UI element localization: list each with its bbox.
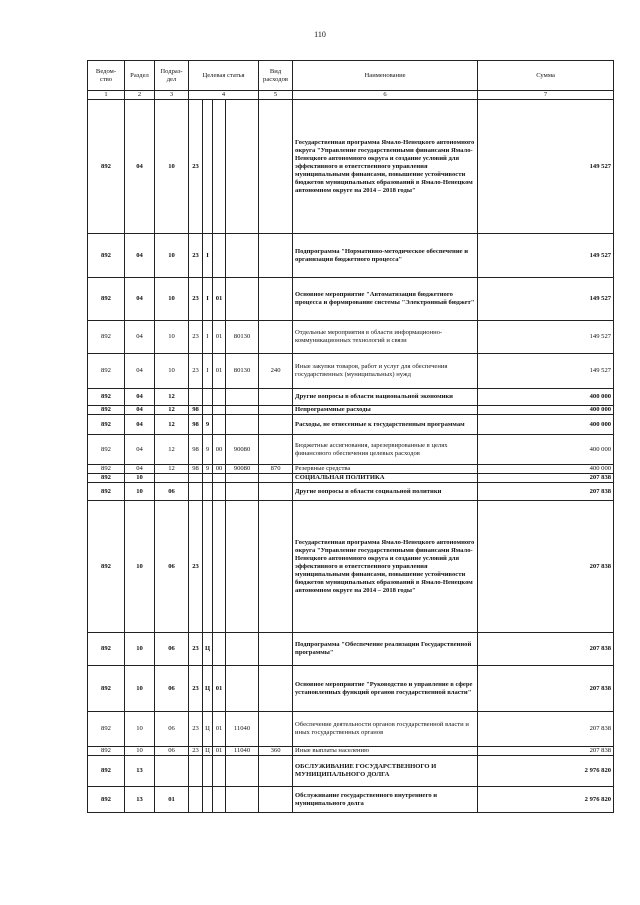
target-code-part2	[203, 501, 213, 633]
ved-cell: 892	[88, 474, 125, 483]
table-row	[88, 406, 614, 415]
ved-cell: 892	[88, 406, 125, 415]
target-code-part1: 23	[189, 100, 203, 234]
expense-type-cell	[259, 278, 293, 321]
col-number: 7	[478, 91, 614, 100]
name-cell: Расходы, не отнесенные к государственным программам	[293, 415, 478, 435]
podrazdel-cell: 12	[155, 415, 189, 435]
expense-type-cell	[259, 756, 293, 787]
target-code-part4	[226, 100, 259, 234]
target-code-part4	[226, 666, 259, 712]
target-code-part1	[189, 483, 203, 501]
target-code-part2: I	[203, 234, 213, 278]
razdel-cell: 10	[125, 501, 155, 633]
table-row	[88, 321, 614, 354]
target-code-part2: Ц	[203, 712, 213, 747]
table-row	[88, 666, 614, 712]
razdel-cell: 10	[125, 633, 155, 666]
ved-cell: 892	[88, 321, 125, 354]
target-code-part2: Ц	[203, 747, 213, 756]
expense-type-cell	[259, 501, 293, 633]
razdel-cell: 04	[125, 415, 155, 435]
name-cell: Иные закупки товаров, работ и услуг для обеспечения государственных (муниципальных) нужд	[293, 354, 478, 389]
target-code-part1	[189, 474, 203, 483]
table-row	[88, 415, 614, 435]
target-code-part4	[226, 483, 259, 501]
name-cell: Бюджетные ассигнования, зарезервированные в целях финансового обеспечения целевых расходов	[293, 435, 478, 465]
header-vid: Вид расходов	[259, 61, 293, 91]
table-row	[88, 747, 614, 756]
ved-cell: 892	[88, 787, 125, 813]
ved-cell: 892	[88, 501, 125, 633]
expense-type-cell	[259, 435, 293, 465]
target-code-part3: 00	[213, 435, 226, 465]
target-code-part1: 23	[189, 354, 203, 389]
ved-cell: 892	[88, 389, 125, 406]
target-code-part3	[213, 483, 226, 501]
table-row	[88, 501, 614, 633]
ved-cell: 892	[88, 756, 125, 787]
table-row	[88, 756, 614, 787]
podrazdel-cell: 10	[155, 354, 189, 389]
target-code-part4	[226, 756, 259, 787]
expense-type-cell	[259, 321, 293, 354]
name-cell: Непрограммные расходы	[293, 406, 478, 415]
ved-cell: 892	[88, 415, 125, 435]
table-row	[88, 354, 614, 389]
razdel-cell: 10	[125, 474, 155, 483]
sum-cell: 207 838	[478, 666, 614, 712]
target-code-part4	[226, 389, 259, 406]
sum-cell: 149 527	[478, 278, 614, 321]
table-row	[88, 389, 614, 406]
target-code-part4: 80130	[226, 321, 259, 354]
target-code-part1: 98	[189, 435, 203, 465]
table-row	[88, 474, 614, 483]
target-code-part3: 01	[213, 278, 226, 321]
col-number: 1	[88, 91, 125, 100]
sum-cell: 207 838	[478, 712, 614, 747]
target-code-part3	[213, 406, 226, 415]
ved-cell: 892	[88, 747, 125, 756]
target-code-part2: Ц	[203, 666, 213, 712]
target-code-part1: 98	[189, 406, 203, 415]
target-code-part1: 23	[189, 321, 203, 354]
target-code-part2: 9	[203, 465, 213, 474]
target-code-part2	[203, 483, 213, 501]
name-cell: Подпрограмма "Нормативно-методическое обеспечение и организация бюджетного процесса"	[293, 234, 478, 278]
target-code-part4: 80130	[226, 354, 259, 389]
table-body	[88, 100, 614, 813]
podrazdel-cell: 06	[155, 747, 189, 756]
budget-table	[87, 60, 614, 813]
razdel-cell: 04	[125, 278, 155, 321]
podrazdel-cell: 10	[155, 100, 189, 234]
expense-type-cell	[259, 234, 293, 278]
sum-cell: 149 527	[478, 321, 614, 354]
sum-cell: 207 838	[478, 483, 614, 501]
target-code-part3	[213, 501, 226, 633]
target-code-part3: 01	[213, 666, 226, 712]
target-code-part3	[213, 787, 226, 813]
name-cell: Основное мероприятие "Руководство и управление в сфере установленных функций органов государственной власти"	[293, 666, 478, 712]
name-cell: Основное мероприятие "Автоматизация бюджетного процесса и формирование системы "Электронный бюджет"	[293, 278, 478, 321]
razdel-cell: 04	[125, 435, 155, 465]
name-cell: Государственная программа Ямало-Ненецкого автономного округа "Управление государственными финансами Ямало-Ненецкого автономного округа и создание условий для эффективного и ответственного управления муниципальными финансами, повышение устойчивости бюджетов муниципальных образований в Ямало-Ненецком автономном округе на 2014 – 2018 годы"	[293, 501, 478, 633]
razdel-cell: 13	[125, 787, 155, 813]
sum-cell: 2 976 820	[478, 787, 614, 813]
target-code-part1	[189, 389, 203, 406]
expense-type-cell: 360	[259, 747, 293, 756]
name-cell: Иные выплаты населению	[293, 747, 478, 756]
target-code-part3: 00	[213, 465, 226, 474]
target-code-part4	[226, 406, 259, 415]
expense-type-cell: 240	[259, 354, 293, 389]
ved-cell: 892	[88, 666, 125, 712]
podrazdel-cell	[155, 756, 189, 787]
ved-cell: 892	[88, 633, 125, 666]
target-code-part2: Ц	[203, 633, 213, 666]
col-number: 2	[125, 91, 155, 100]
target-code-part2: 9	[203, 435, 213, 465]
sum-cell: 207 838	[478, 747, 614, 756]
table-row	[88, 435, 614, 465]
expense-type-cell	[259, 633, 293, 666]
target-code-part4: 11040	[226, 747, 259, 756]
table-row	[88, 787, 614, 813]
podrazdel-cell: 12	[155, 389, 189, 406]
podrazdel-cell: 06	[155, 483, 189, 501]
podrazdel-cell: 12	[155, 465, 189, 474]
target-code-part2	[203, 787, 213, 813]
target-code-part2: I	[203, 321, 213, 354]
expense-type-cell	[259, 483, 293, 501]
col-number: 3	[155, 91, 189, 100]
target-code-part2	[203, 756, 213, 787]
target-code-part3: 01	[213, 747, 226, 756]
name-cell: Другие вопросы в области социальной политики	[293, 483, 478, 501]
ved-cell: 892	[88, 234, 125, 278]
ved-cell: 892	[88, 483, 125, 501]
page-number: 110	[314, 30, 326, 39]
podrazdel-cell: 10	[155, 278, 189, 321]
target-code-part3	[213, 633, 226, 666]
razdel-cell: 04	[125, 406, 155, 415]
ved-cell: 892	[88, 435, 125, 465]
table-row	[88, 465, 614, 474]
ved-cell: 892	[88, 278, 125, 321]
ved-cell: 892	[88, 465, 125, 474]
col-number: 6	[293, 91, 478, 100]
target-code-part1: 98	[189, 465, 203, 474]
target-code-part1: 23	[189, 712, 203, 747]
table-row	[88, 100, 614, 234]
table-row	[88, 483, 614, 501]
target-code-part2	[203, 474, 213, 483]
razdel-cell: 13	[125, 756, 155, 787]
header-podrazdel: Подраз-дел	[155, 61, 189, 91]
podrazdel-cell	[155, 474, 189, 483]
ved-cell: 892	[88, 354, 125, 389]
target-code-part3	[213, 234, 226, 278]
expense-type-cell	[259, 787, 293, 813]
sum-cell: 400 000	[478, 415, 614, 435]
expense-type-cell	[259, 389, 293, 406]
table-row	[88, 712, 614, 747]
razdel-cell: 04	[125, 100, 155, 234]
sum-cell: 149 527	[478, 354, 614, 389]
razdel-cell: 10	[125, 747, 155, 756]
target-code-part4	[226, 415, 259, 435]
target-code-part4	[226, 278, 259, 321]
target-code-part1: 23	[189, 501, 203, 633]
sum-cell: 149 527	[478, 100, 614, 234]
target-code-part4: 11040	[226, 712, 259, 747]
target-code-part2: I	[203, 278, 213, 321]
header-sum: Сумма	[478, 61, 614, 91]
podrazdel-cell: 12	[155, 435, 189, 465]
target-code-part3: 01	[213, 354, 226, 389]
target-code-part3: 01	[213, 712, 226, 747]
target-code-part3	[213, 756, 226, 787]
name-cell: Государственная программа Ямало-Ненецкого автономного округа "Управление государственными финансами Ямало-Ненецкого автономного округа и создание условий для эффективного и ответственного управления муниципальными финансами, повышение устойчивости бюджетов муниципальных образований в Ямало-Ненецком автономном округе на 2014 – 2018 годы"	[293, 100, 478, 234]
target-code-part4: 90080	[226, 435, 259, 465]
target-code-part1: 23	[189, 278, 203, 321]
target-code-part3: 01	[213, 321, 226, 354]
podrazdel-cell: 10	[155, 234, 189, 278]
name-cell: Резервные средства	[293, 465, 478, 474]
sum-cell: 207 838	[478, 501, 614, 633]
name-cell: Подпрограмма "Обеспечение реализации Государственной программы"	[293, 633, 478, 666]
target-code-part3	[213, 100, 226, 234]
expense-type-cell: 870	[259, 465, 293, 474]
target-code-part4: 90080	[226, 465, 259, 474]
sum-cell: 207 838	[478, 633, 614, 666]
target-code-part1: 98	[189, 415, 203, 435]
ved-cell: 892	[88, 712, 125, 747]
header-ved: Ведом-ство	[88, 61, 125, 91]
podrazdel-cell: 12	[155, 406, 189, 415]
target-code-part1	[189, 756, 203, 787]
razdel-cell: 04	[125, 389, 155, 406]
razdel-cell: 04	[125, 354, 155, 389]
podrazdel-cell: 06	[155, 633, 189, 666]
podrazdel-cell: 01	[155, 787, 189, 813]
target-code-part2	[203, 100, 213, 234]
expense-type-cell	[259, 100, 293, 234]
table-row	[88, 633, 614, 666]
col-number: 4	[189, 91, 259, 100]
target-code-part4	[226, 633, 259, 666]
target-code-part2: 9	[203, 415, 213, 435]
razdel-cell: 04	[125, 234, 155, 278]
target-code-part4	[226, 234, 259, 278]
name-cell: ОБСЛУЖИВАНИЕ ГОСУДАРСТВЕННОГО И МУНИЦИПАЛЬНОГО ДОЛГА	[293, 756, 478, 787]
target-code-part4	[226, 474, 259, 483]
expense-type-cell	[259, 712, 293, 747]
razdel-cell: 04	[125, 465, 155, 474]
podrazdel-cell: 06	[155, 666, 189, 712]
target-code-part1	[189, 787, 203, 813]
razdel-cell: 10	[125, 712, 155, 747]
target-code-part4	[226, 787, 259, 813]
target-code-part4	[226, 501, 259, 633]
name-cell: Обеспечение деятельности органов государственной власти и иных государственных органов	[293, 712, 478, 747]
target-code-part3	[213, 474, 226, 483]
table-row	[88, 234, 614, 278]
table-row	[88, 278, 614, 321]
target-code-part3	[213, 389, 226, 406]
name-cell: СОЦИАЛЬНАЯ ПОЛИТИКА	[293, 474, 478, 483]
target-code-part1: 23	[189, 666, 203, 712]
target-code-part2: I	[203, 354, 213, 389]
expense-type-cell	[259, 415, 293, 435]
expense-type-cell	[259, 474, 293, 483]
podrazdel-cell: 06	[155, 712, 189, 747]
sum-cell: 149 527	[478, 234, 614, 278]
ved-cell: 892	[88, 100, 125, 234]
razdel-cell: 10	[125, 666, 155, 712]
target-code-part3	[213, 415, 226, 435]
header-celevaya: Целевая статья	[189, 61, 259, 91]
sum-cell: 400 000	[478, 389, 614, 406]
target-code-part1: 23	[189, 234, 203, 278]
podrazdel-cell: 10	[155, 321, 189, 354]
name-cell: Обслуживание государственного внутреннего и муниципального долга	[293, 787, 478, 813]
sum-cell: 400 000	[478, 465, 614, 474]
expense-type-cell	[259, 666, 293, 712]
podrazdel-cell: 06	[155, 501, 189, 633]
target-code-part1: 23	[189, 633, 203, 666]
expense-type-cell	[259, 406, 293, 415]
target-code-part1: 23	[189, 747, 203, 756]
target-code-part2	[203, 406, 213, 415]
name-cell: Другие вопросы в области национальной экономики	[293, 389, 478, 406]
razdel-cell: 10	[125, 483, 155, 501]
target-code-part2	[203, 389, 213, 406]
sum-cell: 2 976 820	[478, 756, 614, 787]
sum-cell: 207 838	[478, 474, 614, 483]
col-number: 5	[259, 91, 293, 100]
sum-cell: 400 000	[478, 406, 614, 415]
sum-cell: 400 000	[478, 435, 614, 465]
header-name: Наименование	[293, 61, 478, 91]
header-razdel: Раздел	[125, 61, 155, 91]
razdel-cell: 04	[125, 321, 155, 354]
name-cell: Отдельные мероприятия в области информационно-коммуникационных технологий и связи	[293, 321, 478, 354]
